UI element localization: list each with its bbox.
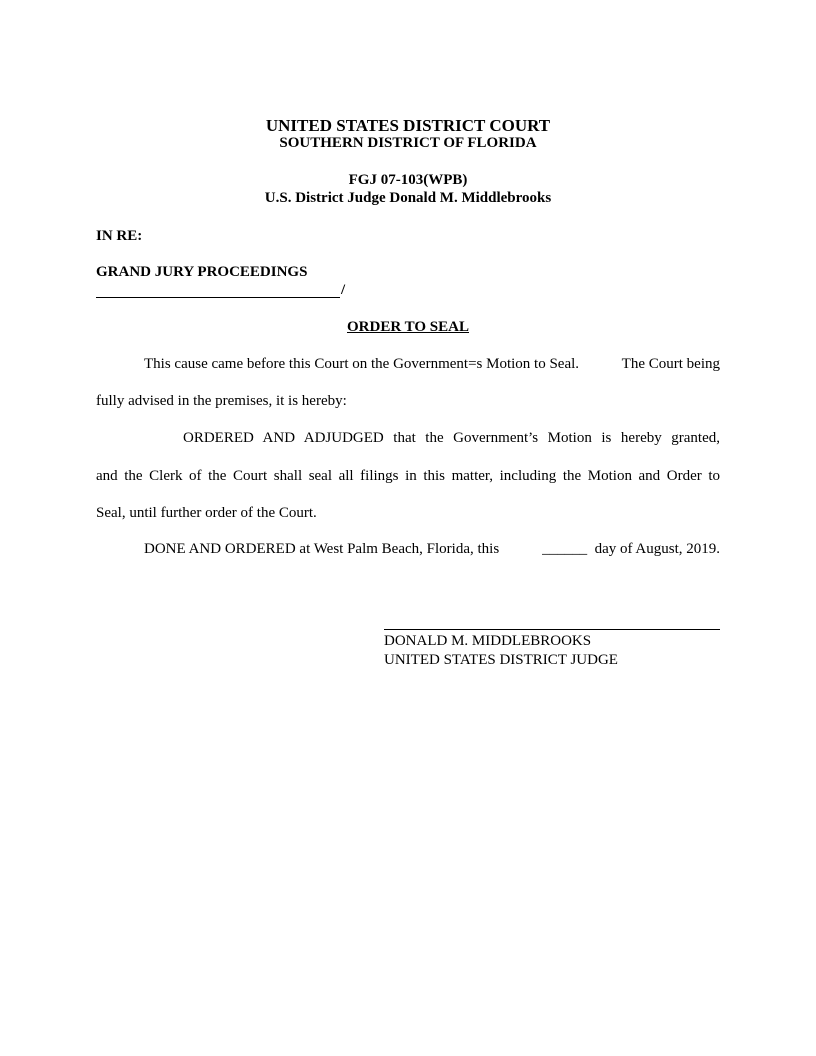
signer-title: UNITED STATES DISTRICT JUDGE <box>384 652 618 668</box>
paragraph-1-line-2: fully advised in the premises, it is hereby: <box>96 393 347 409</box>
paragraph-1-line-1: This cause came before this Court on the Government=s Motion to Seal. <box>144 356 580 372</box>
in-re-label: IN RE: <box>96 228 143 244</box>
paragraph-1-line-1-end: The Court being <box>621 356 720 372</box>
court-title: UNITED STATES DISTRICT COURT <box>265 116 551 135</box>
paragraph-2-line-1: ORDERED AND ADJUDGED that the Government’s Motion is hereby granted, <box>183 430 720 446</box>
presiding-judge: U.S. District Judge Donald M. Middlebrooks <box>264 190 552 206</box>
matter-title: GRAND JURY PROCEEDINGS <box>96 264 308 280</box>
paragraph-3-text: DONE AND ORDERED at West Palm Beach, Florida, this <box>144 541 500 557</box>
caption-slash: / <box>341 282 346 298</box>
paragraph-3-date-blank: ______ day of August, 2019. <box>542 541 720 557</box>
case-number: FGJ 07-103(WPB) <box>348 172 468 188</box>
paragraph-2-line-2: and the Clerk of the Court shall seal all filings in this matter, including the Motion and Order to <box>96 468 720 484</box>
signature-line <box>384 629 720 630</box>
signer-name: DONALD M. MIDDLEBROOKS <box>384 633 592 649</box>
paragraph-2-line-3: Seal, until further order of the Court. <box>96 505 317 521</box>
court-district: SOUTHERN DISTRICT OF FLORIDA <box>279 135 537 151</box>
order-heading: ORDER TO SEAL <box>347 319 469 335</box>
caption-rule <box>96 297 340 298</box>
